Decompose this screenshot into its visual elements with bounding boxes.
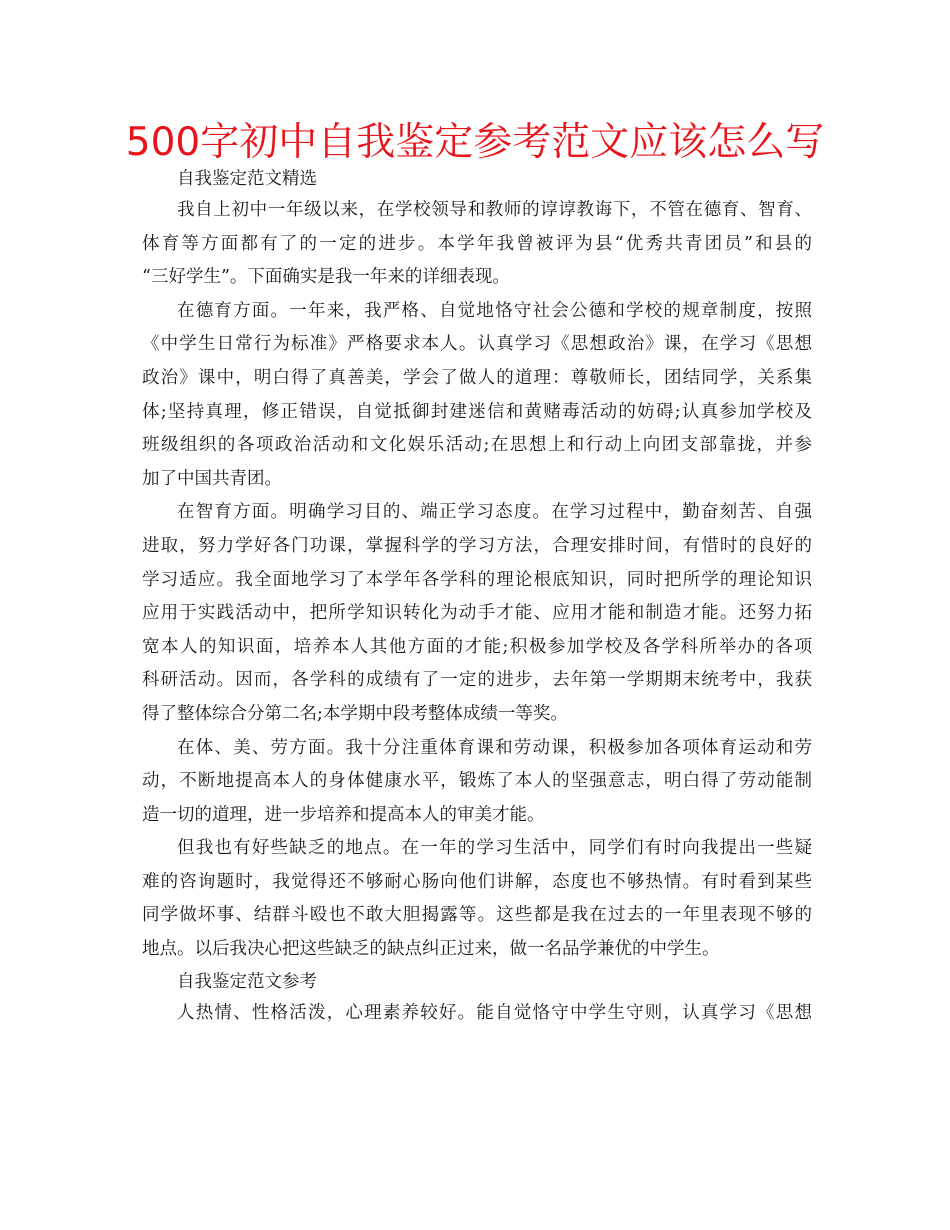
paragraph-line: 在体、美、劳方面。我十分注重体育课和劳动课，积极参加各项体育运动和劳 — [177, 737, 812, 758]
paragraph-line: 学习适应。我全面地学习了本学年各学科的理论根底知识，同时把所学的理论知识 — [142, 569, 812, 590]
paragraph-line: 人热情、性格活泼，心理素养较好。能自觉恪守中学生守则，认真学习《思想 — [177, 1002, 812, 1023]
paragraph-line: 体育等方面都有了的一定的进步。本学年我曾被评为县“优秀共青团员”和县的 — [142, 233, 812, 254]
paragraph-line: 班级组织的各项政治活动和文化娱乐活动;在思想上和行动上向团支部靠拢，并参 — [142, 435, 812, 456]
paragraph-line: 动，不断地提高本人的身体健康水平，锻炼了本人的坚强意志，明白得了劳动能制 — [142, 771, 812, 792]
paragraph-line: 造一切的道理，进一步培养和提高本人的审美才能。 — [142, 804, 545, 825]
paragraph-line: 难的咨询题时，我觉得还不够耐心肠向他们讲解，态度也不够热情。有时看到某些 — [142, 871, 812, 892]
paragraph-line: 我自上初中一年级以来，在学校领导和教师的谆谆教诲下，不管在德育、智育、 — [177, 200, 812, 220]
paragraph-line: 但我也有好些缺乏的地点。在一年的学习生活中，同学们有时向我提出一些疑 — [177, 838, 812, 859]
paragraph-line: 得了整体综合分第二名;本学期中段考整体成绩一等奖。 — [142, 703, 568, 724]
paragraph-line: 政治》课中，明白得了真善美，学会了做人的道理：尊敬师长，团结同学，关系集 — [142, 367, 812, 388]
document-title: 500字初中自我鉴定参考范文应该怎么写 — [125, 120, 825, 165]
document-body — [142, 164, 812, 1030]
paragraph-line: 体;坚持真理，修正错误，自觉抵御封建迷信和黄赌毒活动的妨碍;认真参加学校及 — [142, 401, 812, 422]
section-heading: 自我鉴定范文参考 — [177, 971, 317, 992]
paragraph-line: 同学做坏事、结群斗殴也不敢大胆揭露等。这些都是我在过去的一年里表现不够的 — [142, 905, 812, 926]
paragraph-line: 科研活动。因而，各学科的成绩有了一定的进步，去年第一学期期末统考中，我获 — [142, 670, 812, 691]
paragraph-line: 在德育方面。一年来，我严格、自觉地恪守社会公德和学校的规章制度，按照 — [177, 300, 812, 321]
paragraph-line: 加了中国共青团。 — [142, 468, 282, 489]
paragraph-line: 地点。以后我决心把这些缺乏的缺点纠正过来，做一名品学兼优的中学生。 — [142, 939, 720, 960]
paragraph-line: “三好学生”。下面确实是我一年来的详细表现。 — [142, 267, 510, 288]
paragraph-line: 宽本人的知识面，培养本人其他方面的才能;积极参加学校及各学科所举办的各项 — [142, 636, 812, 657]
paragraph-line: 在智育方面。明确学习目的、端正学习态度。在学习过程中，勤奋刻苦、自强 — [177, 502, 812, 523]
paragraph-line: 《中学生日常行为标准》严格要求本人。认真学习《思想政治》课，在学习《思想 — [142, 334, 812, 355]
paragraph-line: 进取，努力学好各门功课，掌握科学的学习方法，合理安排时间，有惜时的良好的 — [142, 535, 812, 556]
section-heading: 自我鉴定范文精选 — [177, 169, 317, 189]
paragraph-line: 应用于实践活动中，把所学知识转化为动手才能、应用才能和制造才能。还努力拓 — [142, 603, 812, 624]
